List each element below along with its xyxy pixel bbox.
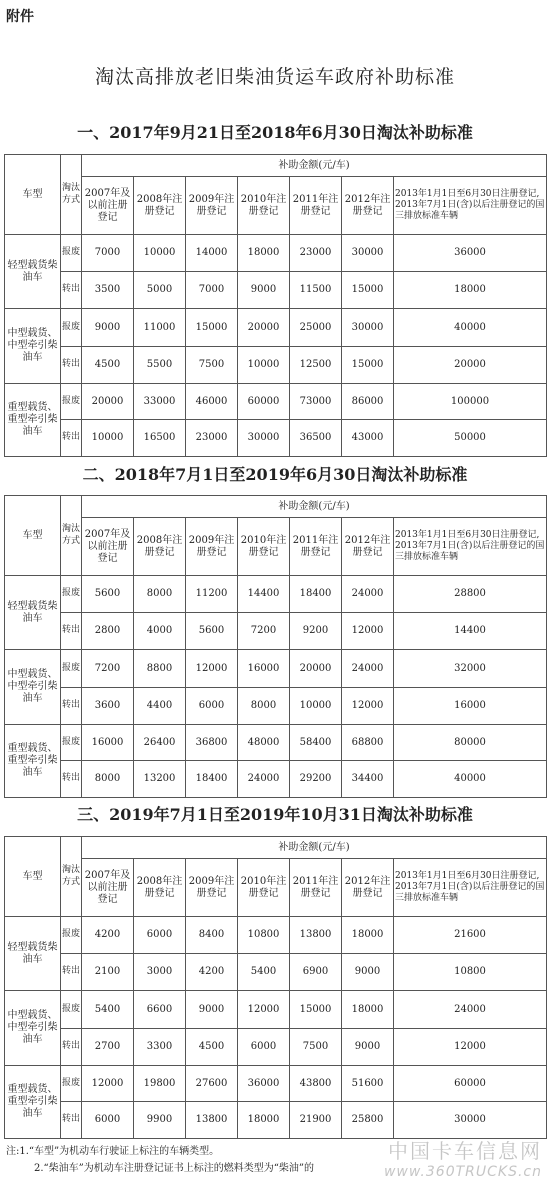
attachment-label: 附件 <box>6 9 34 25</box>
subsidy-value-cell: 5600 <box>82 576 134 613</box>
method-cell: 转出 <box>61 1029 82 1066</box>
method-cell: 转出 <box>61 272 82 309</box>
subsidy-value-cell: 30000 <box>342 309 394 347</box>
subsidy-value-cell: 19800 <box>134 1066 186 1102</box>
subsidy-value-cell: 18000 <box>394 272 547 309</box>
subsidy-value-cell: 58400 <box>290 725 342 761</box>
subsidy-value-cell: 5400 <box>238 954 290 991</box>
subsidy-value-cell: 5000 <box>134 272 186 309</box>
vehicle-type-cell: 重型载货、重型牵引柴油车 <box>5 1066 61 1139</box>
header-method: 淘汰方式 <box>61 496 82 576</box>
subsidy-value-cell: 10800 <box>394 954 547 991</box>
subsidy-value-cell: 11200 <box>186 576 238 613</box>
subsidy-value-cell: 20000 <box>82 384 134 420</box>
subsidy-value-cell: 23000 <box>186 420 238 457</box>
method-cell: 转出 <box>61 688 82 725</box>
header-year-3: 2009年注册登记 <box>186 177 238 235</box>
subsidy-value-cell: 73000 <box>290 384 342 420</box>
subsidy-value-cell: 40000 <box>394 761 547 798</box>
table-row <box>5 688 547 725</box>
watermark-site-name: 中国卡车信息网 <box>388 1139 542 1163</box>
subsidy-value-cell: 18400 <box>290 576 342 613</box>
subsidy-value-cell: 43000 <box>342 420 394 457</box>
subsidy-value-cell: 12000 <box>82 1066 134 1102</box>
subsidy-value-cell: 21900 <box>290 1102 342 1139</box>
subsidy-value-cell: 10000 <box>290 688 342 725</box>
subsidy-value-cell: 7200 <box>238 613 290 650</box>
subsidy-value-cell: 8400 <box>186 917 238 954</box>
subsidy-value-cell: 25800 <box>342 1102 394 1139</box>
table-row <box>5 272 547 309</box>
subsidy-value-cell: 6000 <box>134 917 186 954</box>
subsidy-value-cell: 30000 <box>238 420 290 457</box>
subsidy-value-cell: 9000 <box>186 991 238 1029</box>
header-year-1: 2007年及以前注册登记 <box>82 518 134 576</box>
vehicle-type-cell: 中型载货、中型牵引柴油车 <box>5 309 61 384</box>
table-row <box>5 420 547 457</box>
note-1: 注:1.“车型”为机动车行驶证上标注的车辆类型。 <box>6 1146 220 1157</box>
subsidy-value-cell: 3300 <box>134 1029 186 1066</box>
subsidy-value-cell: 5500 <box>134 347 186 384</box>
subsidy-value-cell: 23000 <box>290 235 342 272</box>
subsidy-value-cell: 12000 <box>342 688 394 725</box>
section-3-heading: 三、2019年7月1日至2019年10月31日淘汰补助标准 <box>77 805 473 824</box>
subsidy-value-cell: 10000 <box>238 347 290 384</box>
subsidy-value-cell: 18000 <box>342 991 394 1029</box>
header-year-7: 2013年1月1日至6月30日注册登记,2013年7月1日(含)以后注册登记的国三排放标准车辆 <box>394 859 547 917</box>
table-row <box>5 761 547 798</box>
table-row <box>5 1066 547 1102</box>
subsidy-value-cell: 48000 <box>238 725 290 761</box>
subsidy-value-cell: 13800 <box>290 917 342 954</box>
subsidy-value-cell: 12000 <box>394 1029 547 1066</box>
subsidy-value-cell: 18000 <box>342 917 394 954</box>
subsidy-value-cell: 28800 <box>394 576 547 613</box>
subsidy-value-cell: 24000 <box>238 761 290 798</box>
header-year-1: 2007年及以前注册登记 <box>82 177 134 235</box>
subsidy-value-cell: 4500 <box>186 1029 238 1066</box>
subsidy-value-cell: 86000 <box>342 384 394 420</box>
section-2-heading: 二、2018年7月1日至2019年6月30日淘汰补助标准 <box>82 465 468 484</box>
header-year-3: 2009年注册登记 <box>186 859 238 917</box>
subsidy-value-cell: 9000 <box>238 272 290 309</box>
vehicle-type-cell: 重型载货、重型牵引柴油车 <box>5 384 61 457</box>
subsidy-value-cell: 30000 <box>342 235 394 272</box>
header-year-4: 2010年注册登记 <box>238 177 290 235</box>
section-1-heading: 一、2017年9月21日至2018年6月30日淘汰补助标准 <box>77 123 473 142</box>
table-row <box>5 1102 547 1139</box>
subsidy-value-cell: 18400 <box>186 761 238 798</box>
subsidy-value-cell: 43800 <box>290 1066 342 1102</box>
subsidy-value-cell: 18000 <box>238 235 290 272</box>
subsidy-value-cell: 34400 <box>342 761 394 798</box>
note-2: 2.“柴油车”为机动车注册登记证书上标注的燃料类型为“柴油”的 <box>34 1163 314 1174</box>
subsidy-value-cell: 18000 <box>238 1102 290 1139</box>
subsidy-value-cell: 24000 <box>394 991 547 1029</box>
method-cell: 报废 <box>61 991 82 1029</box>
subsidy-value-cell: 36000 <box>238 1066 290 1102</box>
method-cell: 报废 <box>61 235 82 272</box>
subsidy-value-cell: 2100 <box>82 954 134 991</box>
method-cell: 转出 <box>61 420 82 457</box>
header-year-2: 2008年注册登记 <box>134 177 186 235</box>
header-vehicle-type: 车型 <box>5 496 61 576</box>
subsidy-value-cell: 5600 <box>186 613 238 650</box>
table-row <box>5 954 547 991</box>
subsidy-value-cell: 2800 <box>82 613 134 650</box>
subsidy-value-cell: 16000 <box>394 688 547 725</box>
subsidy-value-cell: 4400 <box>134 688 186 725</box>
subsidy-value-cell: 6000 <box>82 1102 134 1139</box>
subsidy-value-cell: 24000 <box>342 650 394 688</box>
table-row <box>5 309 547 347</box>
header-year-4: 2010年注册登记 <box>238 518 290 576</box>
subsidy-value-cell: 30000 <box>394 1102 547 1139</box>
subsidy-value-cell: 21600 <box>394 917 547 954</box>
subsidy-value-cell: 9900 <box>134 1102 186 1139</box>
header-year-6: 2012年注册登记 <box>342 177 394 235</box>
subsidy-value-cell: 26400 <box>134 725 186 761</box>
subsidy-value-cell: 13200 <box>134 761 186 798</box>
table-row <box>5 917 547 954</box>
subsidy-table-2 <box>4 495 547 798</box>
subsidy-value-cell: 14400 <box>394 613 547 650</box>
subsidy-value-cell: 7000 <box>186 272 238 309</box>
subsidy-value-cell: 6600 <box>134 991 186 1029</box>
method-cell: 报废 <box>61 576 82 613</box>
subsidy-value-cell: 11000 <box>134 309 186 347</box>
subsidy-value-cell: 20000 <box>238 309 290 347</box>
subsidy-value-cell: 15000 <box>342 347 394 384</box>
subsidy-value-cell: 7500 <box>290 1029 342 1066</box>
subsidy-value-cell: 100000 <box>394 384 547 420</box>
header-year-7: 2013年1月1日至6月30日注册登记,2013年7月1日(含)以后注册登记的国三排放标准车辆 <box>394 177 547 235</box>
table-row <box>5 725 547 761</box>
subsidy-value-cell: 36800 <box>186 725 238 761</box>
header-year-7: 2013年1月1日至6月30日注册登记,2013年7月1日(含)以后注册登记的国三排放标准车辆 <box>394 518 547 576</box>
method-cell: 报废 <box>61 384 82 420</box>
method-cell: 报废 <box>61 917 82 954</box>
subsidy-value-cell: 60000 <box>238 384 290 420</box>
document-title: 淘汰高排放老旧柴油货运车政府补助标准 <box>94 66 455 88</box>
watermark <box>384 1135 542 1180</box>
header-year-6: 2012年注册登记 <box>342 518 394 576</box>
table-row <box>5 235 547 272</box>
subsidy-value-cell: 5400 <box>82 991 134 1029</box>
subsidy-table-1 <box>4 154 547 457</box>
subsidy-value-cell: 20000 <box>290 650 342 688</box>
subsidy-value-cell: 6900 <box>290 954 342 991</box>
subsidy-value-cell: 3000 <box>134 954 186 991</box>
subsidy-value-cell: 15000 <box>290 991 342 1029</box>
subsidy-value-cell: 60000 <box>394 1066 547 1102</box>
method-cell: 报废 <box>61 725 82 761</box>
subsidy-value-cell: 12500 <box>290 347 342 384</box>
subsidy-value-cell: 20000 <box>394 347 547 384</box>
table-row <box>5 384 547 420</box>
vehicle-type-cell: 轻型载货柴油车 <box>5 235 61 309</box>
subsidy-value-cell: 29200 <box>290 761 342 798</box>
subsidy-value-cell: 25000 <box>290 309 342 347</box>
header-vehicle-type: 车型 <box>5 155 61 235</box>
subsidy-value-cell: 8000 <box>238 688 290 725</box>
subsidy-value-cell: 10000 <box>82 420 134 457</box>
subsidy-value-cell: 46000 <box>186 384 238 420</box>
subsidy-value-cell: 51600 <box>342 1066 394 1102</box>
subsidy-value-cell: 16000 <box>82 725 134 761</box>
table-row <box>5 576 547 613</box>
subsidy-value-cell: 13800 <box>186 1102 238 1139</box>
method-cell: 转出 <box>61 954 82 991</box>
header-year-5: 2011年注册登记 <box>290 859 342 917</box>
subsidy-value-cell: 40000 <box>394 309 547 347</box>
subsidy-value-cell: 24000 <box>342 576 394 613</box>
table-row <box>5 991 547 1029</box>
subsidy-value-cell: 6000 <box>186 688 238 725</box>
subsidy-value-cell: 9000 <box>82 309 134 347</box>
subsidy-table-3 <box>4 836 547 1139</box>
subsidy-value-cell: 14000 <box>186 235 238 272</box>
subsidy-value-cell: 9000 <box>342 954 394 991</box>
subsidy-value-cell: 10000 <box>134 235 186 272</box>
header-year-2: 2008年注册登记 <box>134 518 186 576</box>
header-year-3: 2009年注册登记 <box>186 518 238 576</box>
subsidy-value-cell: 36000 <box>394 235 547 272</box>
method-cell: 转出 <box>61 761 82 798</box>
table-row <box>5 1029 547 1066</box>
subsidy-value-cell: 4200 <box>82 917 134 954</box>
header-subsidy: 补助金额(元/车) <box>82 155 547 177</box>
vehicle-type-cell: 轻型载货柴油车 <box>5 917 61 991</box>
subsidy-value-cell: 3600 <box>82 688 134 725</box>
header-year-6: 2012年注册登记 <box>342 859 394 917</box>
subsidy-value-cell: 36500 <box>290 420 342 457</box>
header-year-1: 2007年及以前注册登记 <box>82 859 134 917</box>
subsidy-value-cell: 7000 <box>82 235 134 272</box>
table-row <box>5 650 547 688</box>
subsidy-value-cell: 4500 <box>82 347 134 384</box>
subsidy-value-cell: 12000 <box>186 650 238 688</box>
subsidy-value-cell: 12000 <box>342 613 394 650</box>
method-cell: 报废 <box>61 309 82 347</box>
subsidy-value-cell: 15000 <box>186 309 238 347</box>
header-year-5: 2011年注册登记 <box>290 177 342 235</box>
subsidy-value-cell: 4000 <box>134 613 186 650</box>
vehicle-type-cell: 中型载货、中型牵引柴油车 <box>5 991 61 1066</box>
table-row <box>5 347 547 384</box>
subsidy-value-cell: 50000 <box>394 420 547 457</box>
subsidy-value-cell: 12000 <box>238 991 290 1029</box>
header-year-5: 2011年注册登记 <box>290 518 342 576</box>
method-cell: 转出 <box>61 347 82 384</box>
subsidy-value-cell: 9000 <box>342 1029 394 1066</box>
subsidy-value-cell: 33000 <box>134 384 186 420</box>
header-method: 淘汰方式 <box>61 155 82 235</box>
subsidy-value-cell: 3500 <box>82 272 134 309</box>
header-subsidy: 补助金额(元/车) <box>82 496 547 518</box>
watermark-url: www.360TRUCKS.cn <box>383 1164 542 1180</box>
subsidy-value-cell: 8000 <box>134 576 186 613</box>
header-year-2: 2008年注册登记 <box>134 859 186 917</box>
vehicle-type-cell: 重型载货、重型牵引柴油车 <box>5 725 61 798</box>
header-vehicle-type: 车型 <box>5 837 61 917</box>
subsidy-value-cell: 27600 <box>186 1066 238 1102</box>
subsidy-value-cell: 14400 <box>238 576 290 613</box>
subsidy-value-cell: 9200 <box>290 613 342 650</box>
method-cell: 报废 <box>61 650 82 688</box>
subsidy-value-cell: 16500 <box>134 420 186 457</box>
method-cell: 转出 <box>61 1102 82 1139</box>
method-cell: 报废 <box>61 1066 82 1102</box>
subsidy-value-cell: 15000 <box>342 272 394 309</box>
header-subsidy: 补助金额(元/车) <box>82 837 547 859</box>
table-row <box>5 613 547 650</box>
subsidy-value-cell: 11500 <box>290 272 342 309</box>
subsidy-value-cell: 2700 <box>82 1029 134 1066</box>
vehicle-type-cell: 中型载货、中型牵引柴油车 <box>5 650 61 725</box>
subsidy-value-cell: 80000 <box>394 725 547 761</box>
subsidy-value-cell: 4200 <box>186 954 238 991</box>
subsidy-value-cell: 68800 <box>342 725 394 761</box>
subsidy-value-cell: 10800 <box>238 917 290 954</box>
subsidy-value-cell: 16000 <box>238 650 290 688</box>
subsidy-value-cell: 6000 <box>238 1029 290 1066</box>
subsidy-value-cell: 7500 <box>186 347 238 384</box>
subsidy-value-cell: 8800 <box>134 650 186 688</box>
subsidy-value-cell: 7200 <box>82 650 134 688</box>
method-cell: 转出 <box>61 613 82 650</box>
subsidy-value-cell: 8000 <box>82 761 134 798</box>
header-method: 淘汰方式 <box>61 837 82 917</box>
vehicle-type-cell: 轻型载货柴油车 <box>5 576 61 650</box>
header-year-4: 2010年注册登记 <box>238 859 290 917</box>
subsidy-value-cell: 32000 <box>394 650 547 688</box>
